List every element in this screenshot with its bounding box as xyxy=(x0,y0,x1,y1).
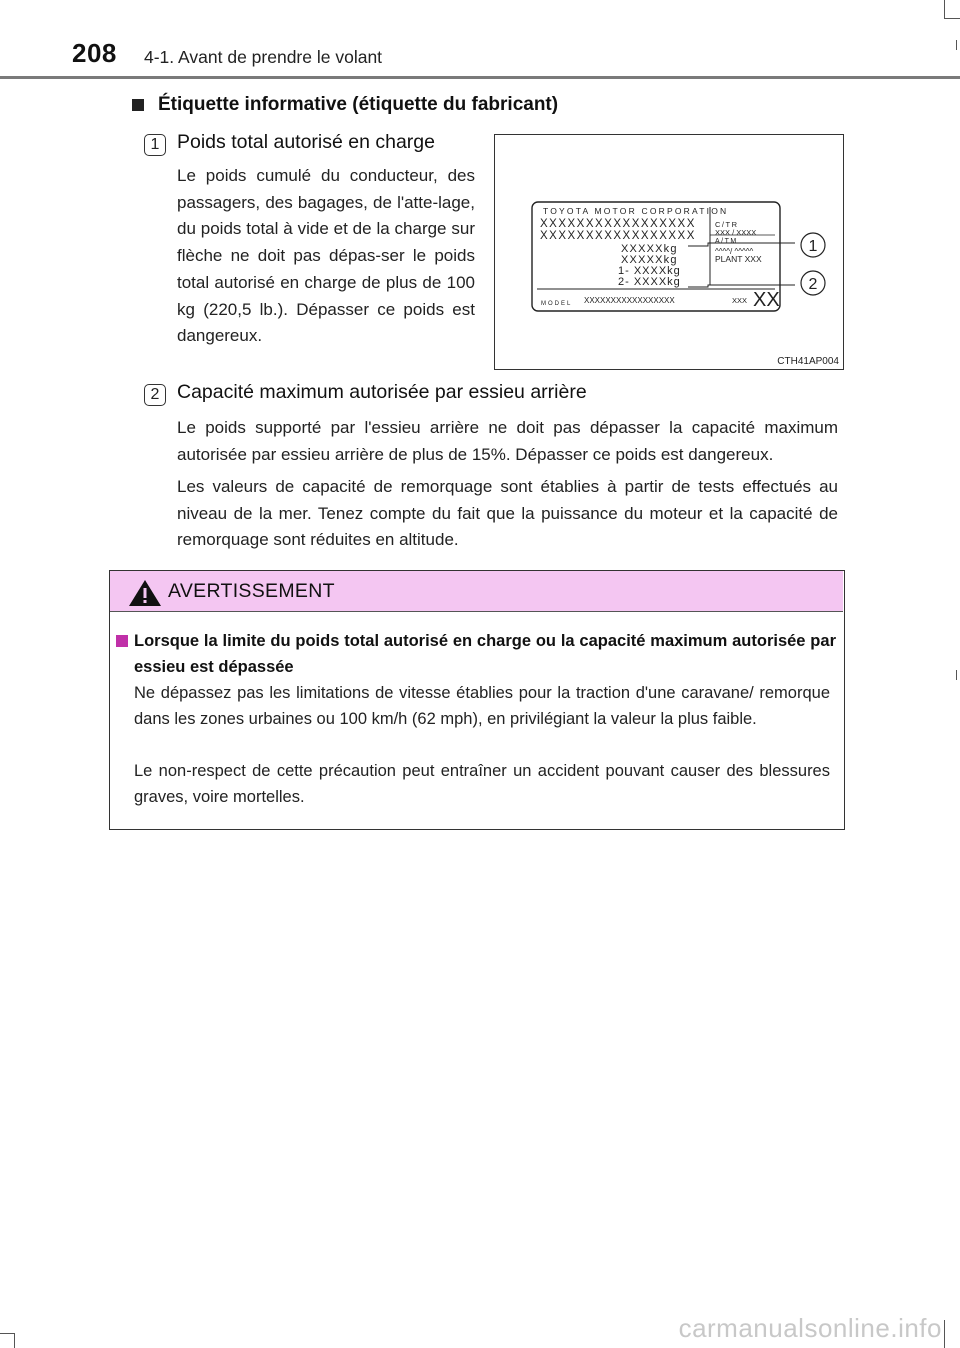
crop-mark xyxy=(944,18,960,19)
label-model-xx: XX xyxy=(753,289,780,311)
figure-code: CTH41AP004 xyxy=(777,356,839,367)
label-model-caption: MODEL xyxy=(541,301,573,307)
item-1-title: Poids total autorisé en charge xyxy=(177,131,435,153)
section-title: Étiquette informative (étiquette du fabricant) xyxy=(158,94,559,115)
watermark: carmanualsonline.info xyxy=(678,1313,942,1343)
callout-2: 2 xyxy=(808,276,818,293)
warning-triangle-icon xyxy=(128,579,162,607)
label-model-xxx: XXX xyxy=(732,296,748,305)
label-ctr: C/TR xyxy=(715,220,739,229)
page-number: 208 xyxy=(72,38,117,68)
label-weight-1: XXXXXkg xyxy=(621,243,678,255)
label-figure xyxy=(494,134,844,370)
warning-heading: Lorsque la limite du poids total autorisé en charge ou la capacité maximum autorisée par essieu est dépassée xyxy=(134,632,836,676)
warning-paragraph-2: Le non-respect de cette précaution peut entraîner un accident pouvant causer des blessures graves, voire mortelles. xyxy=(134,762,830,806)
label-model-value: XXXXXXXXXXXXXXXXX xyxy=(584,296,675,305)
section-bullet-icon xyxy=(132,99,144,111)
crop-mark xyxy=(14,1333,15,1348)
label-plant: PLANT XXX xyxy=(715,254,762,264)
label-xxx-xxxx: XXX / XXXX xyxy=(715,228,757,237)
crop-mark xyxy=(956,670,957,680)
item-2-body: Le poids supporté par l'essieu arrière ne doit pas dépasser la capacité maximum autorisée par essieu arrière de plus de 15%. Dépasser ce poids est dangereux. xyxy=(177,418,838,464)
item-2-number-badge: 2 xyxy=(144,384,166,406)
item-1-body: Le poids cumulé du conducteur, des passagers, des bagages, de l'atte-lage, du poids total à vide et de la charge sur flèche ne doit pas dépas-ser le poids total autorisé en charge de plus de 100 kg (220,5 lb.). Dépasser ce poids est dangereux. xyxy=(177,166,475,346)
crop-mark xyxy=(944,1320,945,1348)
item-2-body-2: Les valeurs de capacité de remorquage sont établies à partir de tests effectués au niveau de la mer. Tenez compte du fait que la puissance du moteur et la capacité de remorquage sont réduites en altitude. xyxy=(177,477,838,550)
label-line-1: XXXXXXXXXXXXXXXXX xyxy=(540,218,696,230)
warning-title: AVERTISSEMENT xyxy=(168,580,335,602)
label-weight-2: XXXXXkg xyxy=(621,254,678,266)
label-maker: TOYOTA MOTOR CORPORATION xyxy=(543,206,729,216)
item-1-number-badge: 1 xyxy=(144,134,166,156)
label-axle-2: 2- XXXXkg xyxy=(618,276,681,288)
chapter-title: 4-1. Avant de prendre le volant xyxy=(144,47,383,67)
warning-header xyxy=(110,571,843,612)
header-rule xyxy=(0,76,960,79)
crop-mark xyxy=(0,1333,14,1334)
item-2-title: Capacité maximum autorisée par essieu arrière xyxy=(177,381,587,403)
label-line-2: XXXXXXXXXXXXXXXXX xyxy=(540,230,696,242)
label-atm: A/TM xyxy=(715,238,738,245)
label-axle-1: 1- XXXXkg xyxy=(618,265,681,277)
warning-bullet-icon xyxy=(116,635,128,647)
manufacturer-label-illustration xyxy=(495,135,842,368)
section-heading xyxy=(132,94,558,116)
crop-mark xyxy=(944,0,945,18)
callout-1: 1 xyxy=(808,238,818,255)
warning-paragraph-1: Ne dépassez pas les limitations de vitesse établies pour la traction d'une caravane/ remorque dans les zones urbaines ou 100 km/h (62 mph), en privilégiant la valeur la plus faible. xyxy=(134,684,830,728)
crop-mark xyxy=(956,40,957,50)
label-carets: ^^^^/ ^^^^^ xyxy=(715,247,754,256)
warning-box xyxy=(109,570,845,830)
